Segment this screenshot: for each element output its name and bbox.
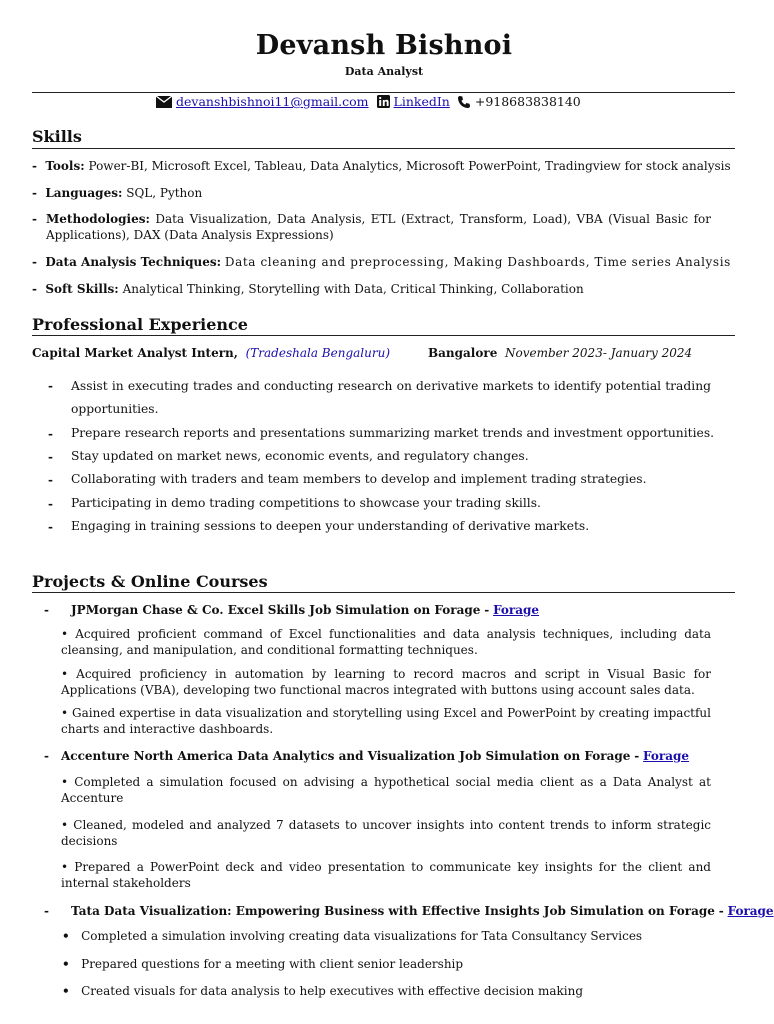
experience-bullet: Assist in executing trades and conducting research on derivative markets to identify potential trading <box>71 379 711 393</box>
project-point: • Prepared questions for a meeting with client senior leadership <box>62 957 464 971</box>
bullet-dash: - <box>44 904 49 918</box>
forage-link[interactable]: Forage <box>493 603 540 617</box>
job-role: Capital Market Analyst Intern, <box>32 346 238 360</box>
skill-item: - Data Analysis Techniques: Data cleaning and preprocessing, Making Dashboards, Time series Analysis <box>32 255 731 269</box>
linkedin-icon <box>377 95 390 108</box>
project-point: • Prepared a PowerPoint deck and video presentation to communicate key insights for the client and internal stakeholders <box>61 860 711 890</box>
experience-bullet: Engaging in training sessions to deepen your understanding of derivative markets. <box>71 519 590 533</box>
experience-location-line <box>428 345 692 361</box>
forage-link[interactable]: Forage <box>727 904 774 918</box>
email-link[interactable]: devanshbishnoi11@gmail.com <box>176 94 369 109</box>
project-title: Accenture North America Data Analytics and Visualization Job Simulation on Forage - Forage <box>61 749 690 763</box>
experience-bullet: Participating in demo trading competitions to showcase your trading skills. <box>71 496 541 510</box>
project-point: • Created visuals for data analysis to help executives with effective decision making <box>62 984 584 998</box>
project-point: • Cleaned, modeled and analyzed 7 datasets to uncover insights into content trends to inform strategic decisions <box>61 818 711 848</box>
header-divider <box>32 92 735 93</box>
bullet-dash: - <box>48 520 53 534</box>
projects-heading: Projects & Online Courses <box>32 572 268 591</box>
bullet-dash: - <box>48 450 53 464</box>
project-point: • Acquired proficiency in automation by learning to record macros and script in Visual Basic for Applications (VBA), developing two functional macros integrated with buttons using account sales data. <box>61 667 711 697</box>
experience-bullet-continued: opportunities. <box>71 402 159 416</box>
bullet-dash: - <box>44 749 49 763</box>
project-point: • Gained expertise in data visualization and storytelling using Excel and PowerPoint by creating impactful charts and interactive dashboards. <box>61 706 711 736</box>
skill-item: - Tools: Power-BI, Microsoft Excel, Tableau, Data Analytics, Microsoft PowerPoint, Tradingview for stock analysis <box>32 159 731 173</box>
experience-heading: Professional Experience <box>32 315 248 334</box>
experience-bullet: Stay updated on market news, economic events, and regulatory changes. <box>71 449 529 463</box>
phone-icon <box>457 95 471 109</box>
skills-heading: Skills <box>32 127 82 146</box>
job-dates: November 2023- January 2024 <box>504 346 693 360</box>
skill-item: Methodologies: Data Visualization, Data Analysis, ETL (Extract, Transform, Load), VBA (Visual Basic for Applications), DAX (Data Analysis Expressions) <box>46 212 711 242</box>
project-point: • Completed a simulation involving creating data visualizations for Tata Consultancy Services <box>62 929 643 943</box>
experience-bullet: Prepare research reports and presentations summarizing market trends and investment opportunities. <box>71 426 715 440</box>
project-title: Tata Data Visualization: Empowering Business with Effective Insights Job Simulation on Forage - Forage <box>71 904 774 918</box>
candidate-name: Devansh Bishnoi <box>255 30 513 61</box>
candidate-title: Data Analyst <box>344 65 424 78</box>
skill-item: - Languages: SQL, Python <box>32 186 203 200</box>
experience-divider <box>32 335 735 336</box>
forage-link[interactable]: Forage <box>643 749 690 763</box>
bullet-dash: - <box>48 427 53 441</box>
skill-item: - Soft Skills: Analytical Thinking, Storytelling with Data, Critical Thinking, Collaboration <box>32 282 584 296</box>
envelope-icon <box>156 96 172 108</box>
bullet-dash: - <box>44 603 49 617</box>
experience-bullet: Collaborating with traders and team members to develop and implement trading strategies. <box>71 472 647 486</box>
project-point: • Acquired proficient command of Excel functionalities and data analysis techniques, including data cleansing, and manipulation, and conditional formatting techniques. <box>61 627 711 657</box>
skills-divider <box>32 148 735 149</box>
job-location: Bangalore <box>428 346 498 360</box>
linkedin-link[interactable]: LinkedIn <box>393 94 450 109</box>
project-title: JPMorgan Chase & Co. Excel Skills Job Simulation on Forage - Forage <box>71 603 540 617</box>
project-point: • Completed a simulation focused on advising a hypothetical social media client as a Data Analyst at Accenture <box>61 775 711 805</box>
experience-role-line <box>32 345 390 361</box>
bullet-dash: - <box>48 497 53 511</box>
phone-number: +918683838140 <box>474 94 581 109</box>
bullet-dash: - <box>32 212 37 226</box>
company-name: (Tradeshala Bengaluru) <box>245 346 390 360</box>
contact-line <box>156 94 581 109</box>
bullet-dash: - <box>48 473 53 487</box>
bullet-dash: - <box>48 379 53 393</box>
projects-divider <box>32 592 735 593</box>
